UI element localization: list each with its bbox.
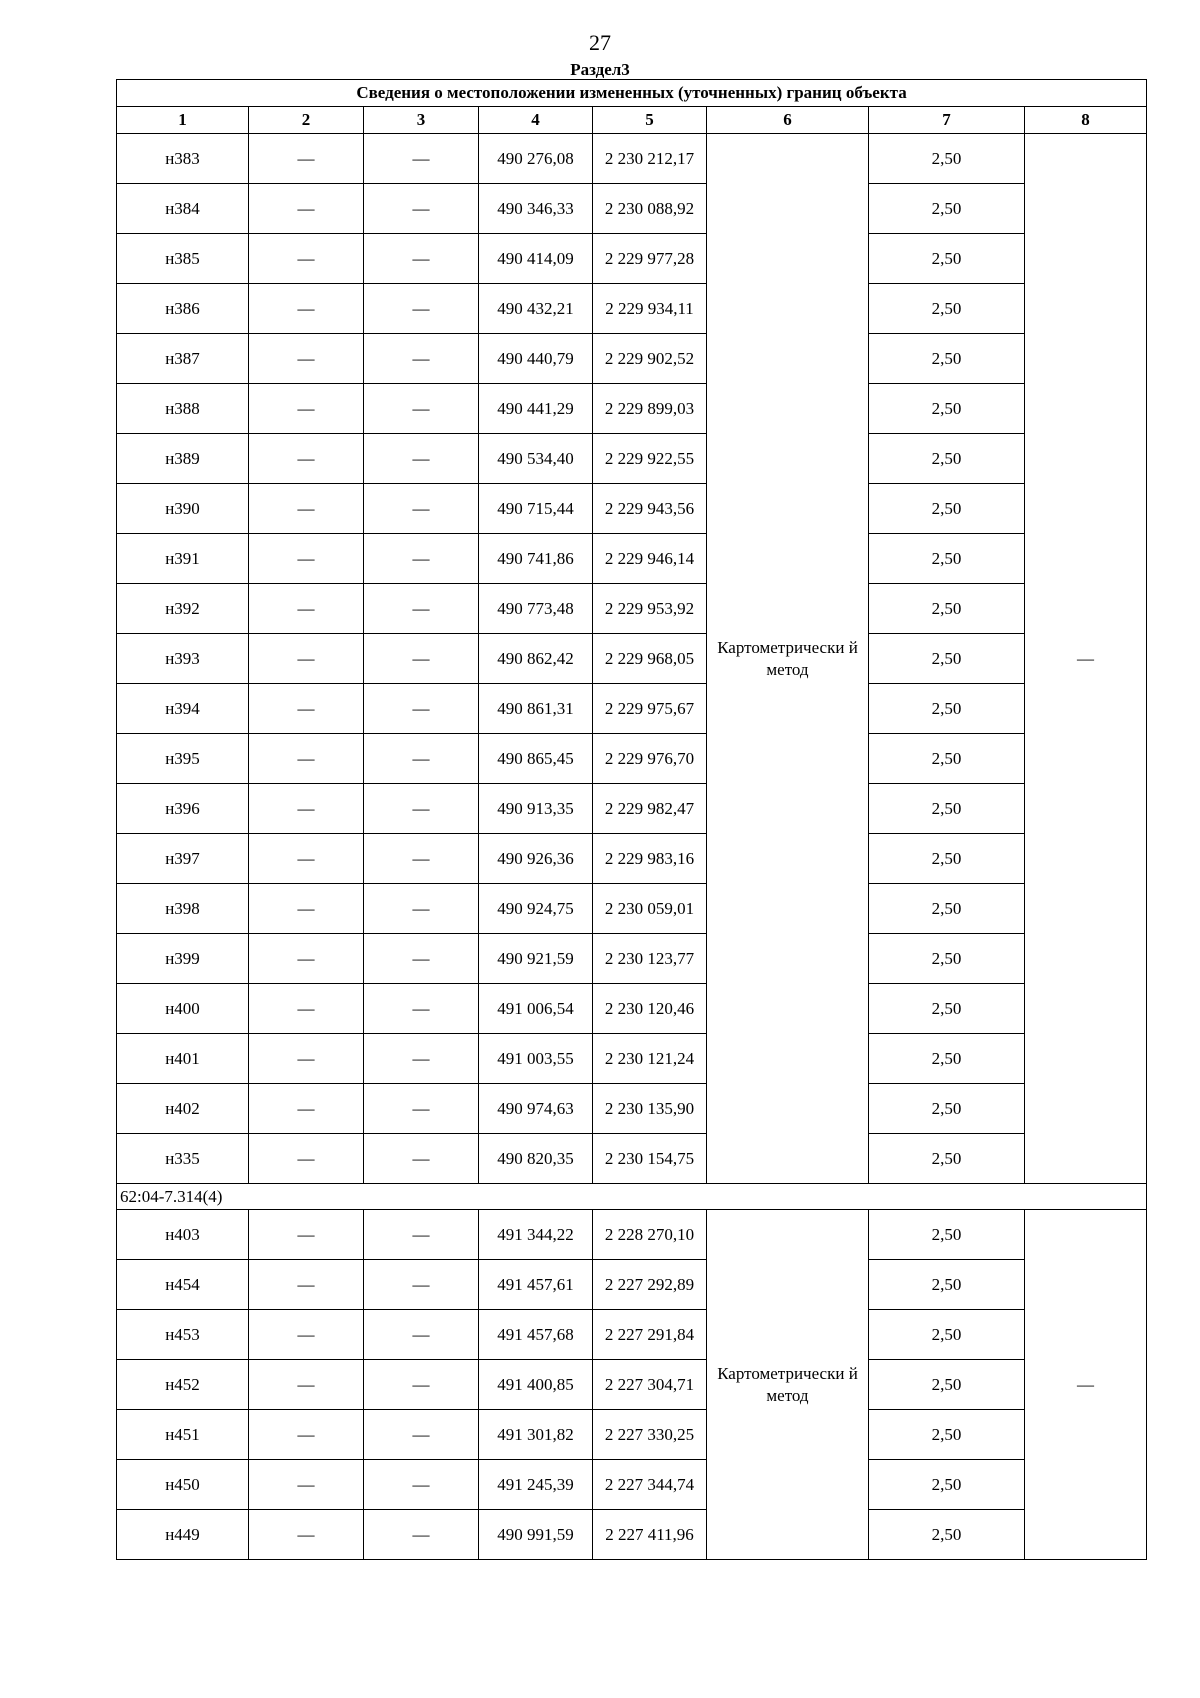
accuracy-cell: 2,50 [869,834,1025,884]
table-row [117,584,1147,634]
col2-cell: — [249,1460,364,1510]
point-name-cell: н387 [117,334,249,384]
table-row [117,934,1147,984]
y-coordinate-cell: 2 230 135,90 [593,1084,707,1134]
point-name-cell: н403 [117,1210,249,1260]
table-row [117,634,1147,684]
col2-cell: — [249,734,364,784]
col3-cell: — [364,834,479,884]
col2-cell: — [249,484,364,534]
col3-cell: — [364,1510,479,1560]
col2-cell: — [249,1034,364,1084]
y-coordinate-cell: 2 230 059,01 [593,884,707,934]
col3-cell: — [364,1410,479,1460]
x-coordinate-cell: 490 913,35 [479,784,593,834]
col3-cell: — [364,1360,479,1410]
col2-cell: — [249,634,364,684]
x-coordinate-cell: 491 003,55 [479,1034,593,1084]
y-coordinate-cell: 2 230 088,92 [593,184,707,234]
col3-cell: — [364,784,479,834]
y-coordinate-cell: 2 229 899,03 [593,384,707,434]
accuracy-cell: 2,50 [869,484,1025,534]
point-name-cell: н398 [117,884,249,934]
col3-cell: — [364,384,479,434]
accuracy-cell: 2,50 [869,684,1025,734]
col3-cell: — [364,1034,479,1084]
column-header: 2 [249,107,364,134]
point-name-cell: н385 [117,234,249,284]
col2-cell: — [249,984,364,1034]
accuracy-cell: 2,50 [869,184,1025,234]
table-row [117,1360,1147,1410]
col2-cell: — [249,1310,364,1360]
col3-cell: — [364,284,479,334]
accuracy-cell: 2,50 [869,784,1025,834]
col3-cell: — [364,484,479,534]
method-cell: Картометрически й метод [707,1210,869,1560]
table-body [117,134,1147,1560]
point-name-cell: н386 [117,284,249,334]
x-coordinate-cell: 490 715,44 [479,484,593,534]
table-row [117,434,1147,484]
accuracy-cell: 2,50 [869,934,1025,984]
accuracy-cell: 2,50 [869,1310,1025,1360]
col3-cell: — [364,134,479,184]
accuracy-cell: 2,50 [869,284,1025,334]
col3-cell: — [364,234,479,284]
point-name-cell: н397 [117,834,249,884]
table-header-row [117,107,1147,134]
x-coordinate-cell: 490 441,29 [479,384,593,434]
table-row [117,734,1147,784]
table-row [117,834,1147,884]
x-coordinate-cell: 490 346,33 [479,184,593,234]
group-label: 62:04-7.314(4) [117,1184,1147,1210]
accuracy-cell: 2,50 [869,584,1025,634]
page-number: 27 [589,30,611,55]
x-coordinate-cell: 490 534,40 [479,434,593,484]
y-coordinate-cell: 2 227 291,84 [593,1310,707,1360]
accuracy-cell: 2,50 [869,734,1025,784]
col2-cell: — [249,934,364,984]
col3-cell: — [364,934,479,984]
accuracy-cell: 2,50 [869,1360,1025,1410]
y-coordinate-cell: 2 230 121,24 [593,1034,707,1084]
accuracy-cell: 2,50 [869,334,1025,384]
point-name-cell: н394 [117,684,249,734]
accuracy-cell: 2,50 [869,384,1025,434]
column-header: 8 [1025,107,1147,134]
x-coordinate-cell: 490 926,36 [479,834,593,884]
y-coordinate-cell: 2 229 922,55 [593,434,707,484]
x-coordinate-cell: 490 862,42 [479,634,593,684]
point-name-cell: н450 [117,1460,249,1510]
col2-cell: — [249,184,364,234]
col3-cell: — [364,1260,479,1310]
x-coordinate-cell: 490 773,48 [479,584,593,634]
col8-cell: — [1025,134,1147,1184]
accuracy-cell: 2,50 [869,534,1025,584]
y-coordinate-cell: 2 230 154,75 [593,1134,707,1184]
col2-cell: — [249,1510,364,1560]
group-label-row [117,1184,1147,1210]
col2-cell: — [249,334,364,384]
col3-cell: — [364,884,479,934]
x-coordinate-cell: 490 432,21 [479,284,593,334]
y-coordinate-cell: 2 227 304,71 [593,1360,707,1410]
col3-cell: — [364,1084,479,1134]
point-name-cell: н449 [117,1510,249,1560]
col2-cell: — [249,434,364,484]
point-name-cell: н384 [117,184,249,234]
table-caption: Сведения о местоположении измененных (уточненных) границ объекта [117,80,1147,107]
y-coordinate-cell: 2 230 123,77 [593,934,707,984]
accuracy-cell: 2,50 [869,1034,1025,1084]
point-name-cell: н400 [117,984,249,1034]
point-name-cell: н452 [117,1360,249,1410]
x-coordinate-cell: 490 921,59 [479,934,593,984]
x-coordinate-cell: 491 006,54 [479,984,593,1034]
point-name-cell: н389 [117,434,249,484]
table-row [117,984,1147,1034]
y-coordinate-cell: 2 229 934,11 [593,284,707,334]
point-name-cell: н454 [117,1260,249,1310]
y-coordinate-cell: 2 230 212,17 [593,134,707,184]
col2-cell: — [249,1084,364,1134]
accuracy-cell: 2,50 [869,1260,1025,1310]
table-row [117,134,1147,184]
x-coordinate-cell: 490 974,63 [479,1084,593,1134]
table-row [117,884,1147,934]
y-coordinate-cell: 2 229 953,92 [593,584,707,634]
column-header: 6 [707,107,869,134]
column-header: 1 [117,107,249,134]
accuracy-cell: 2,50 [869,884,1025,934]
column-header: 7 [869,107,1025,134]
accuracy-cell: 2,50 [869,1210,1025,1260]
y-coordinate-cell: 2 229 977,28 [593,234,707,284]
col2-cell: — [249,784,364,834]
y-coordinate-cell: 2 228 270,10 [593,1210,707,1260]
col2-cell: — [249,1410,364,1460]
accuracy-cell: 2,50 [869,1460,1025,1510]
table-row [117,1310,1147,1360]
table-row [117,1460,1147,1510]
y-coordinate-cell: 2 229 946,14 [593,534,707,584]
x-coordinate-cell: 491 245,39 [479,1460,593,1510]
point-name-cell: н388 [117,384,249,434]
col2-cell: — [249,1260,364,1310]
table-row [117,234,1147,284]
y-coordinate-cell: 2 229 982,47 [593,784,707,834]
col3-cell: — [364,1460,479,1510]
x-coordinate-cell: 490 741,86 [479,534,593,584]
point-name-cell: н395 [117,734,249,784]
table-row [117,534,1147,584]
col2-cell: — [249,584,364,634]
col3-cell: — [364,534,479,584]
y-coordinate-cell: 2 229 943,56 [593,484,707,534]
col2-cell: — [249,834,364,884]
x-coordinate-cell: 490 414,09 [479,234,593,284]
col2-cell: — [249,134,364,184]
col2-cell: — [249,1134,364,1184]
y-coordinate-cell: 2 229 983,16 [593,834,707,884]
accuracy-cell: 2,50 [869,634,1025,684]
x-coordinate-cell: 490 820,35 [479,1134,593,1184]
accuracy-cell: 2,50 [869,1510,1025,1560]
x-coordinate-cell: 490 991,59 [479,1510,593,1560]
col3-cell: — [364,684,479,734]
point-name-cell: н335 [117,1134,249,1184]
table-row [117,1410,1147,1460]
y-coordinate-cell: 2 230 120,46 [593,984,707,1034]
accuracy-cell: 2,50 [869,1134,1025,1184]
y-coordinate-cell: 2 229 902,52 [593,334,707,384]
x-coordinate-cell: 491 457,68 [479,1310,593,1360]
column-header: 3 [364,107,479,134]
x-coordinate-cell: 491 301,82 [479,1410,593,1460]
table-row [117,334,1147,384]
point-name-cell: н453 [117,1310,249,1360]
col3-cell: — [364,334,479,384]
col3-cell: — [364,434,479,484]
x-coordinate-cell: 490 440,79 [479,334,593,384]
accuracy-cell: 2,50 [869,134,1025,184]
accuracy-cell: 2,50 [869,1410,1025,1460]
col2-cell: — [249,684,364,734]
point-name-cell: н390 [117,484,249,534]
accuracy-cell: 2,50 [869,234,1025,284]
x-coordinate-cell: 490 276,08 [479,134,593,184]
y-coordinate-cell: 2 227 330,25 [593,1410,707,1460]
col2-cell: — [249,234,364,284]
col3-cell: — [364,1210,479,1260]
x-coordinate-cell: 490 924,75 [479,884,593,934]
table-row [117,384,1147,434]
table-row [117,1084,1147,1134]
point-name-cell: н391 [117,534,249,584]
col3-cell: — [364,634,479,684]
table-row [117,184,1147,234]
accuracy-cell: 2,50 [869,984,1025,1034]
column-header: 4 [479,107,593,134]
point-name-cell: н396 [117,784,249,834]
table-row [117,684,1147,734]
col2-cell: — [249,1210,364,1260]
accuracy-cell: 2,50 [869,434,1025,484]
x-coordinate-cell: 491 457,61 [479,1260,593,1310]
accuracy-cell: 2,50 [869,1084,1025,1134]
col2-cell: — [249,1360,364,1410]
table-row [117,284,1147,334]
col2-cell: — [249,534,364,584]
point-name-cell: н451 [117,1410,249,1460]
x-coordinate-cell: 491 344,22 [479,1210,593,1260]
table-row [117,1210,1147,1260]
col2-cell: — [249,884,364,934]
y-coordinate-cell: 2 227 411,96 [593,1510,707,1560]
x-coordinate-cell: 490 861,31 [479,684,593,734]
point-name-cell: н393 [117,634,249,684]
section-title: Раздел3 [570,60,630,79]
point-name-cell: н383 [117,134,249,184]
y-coordinate-cell: 2 229 968,05 [593,634,707,684]
point-name-cell: н401 [117,1034,249,1084]
col8-cell: — [1025,1210,1147,1560]
x-coordinate-cell: 491 400,85 [479,1360,593,1410]
column-header: 5 [593,107,707,134]
method-cell: Картометрически й метод [707,134,869,1184]
point-name-cell: н392 [117,584,249,634]
table-row [117,1034,1147,1084]
col3-cell: — [364,734,479,784]
point-name-cell: н402 [117,1084,249,1134]
y-coordinate-cell: 2 229 976,70 [593,734,707,784]
x-coordinate-cell: 490 865,45 [479,734,593,784]
table-row [117,1134,1147,1184]
coordinates-table [116,79,1147,1560]
y-coordinate-cell: 2 229 975,67 [593,684,707,734]
y-coordinate-cell: 2 227 344,74 [593,1460,707,1510]
y-coordinate-cell: 2 227 292,89 [593,1260,707,1310]
col3-cell: — [364,1310,479,1360]
col2-cell: — [249,284,364,334]
point-name-cell: н399 [117,934,249,984]
col3-cell: — [364,584,479,634]
table-row [117,1510,1147,1560]
col3-cell: — [364,184,479,234]
table-row [117,1260,1147,1310]
col2-cell: — [249,384,364,434]
col3-cell: — [364,984,479,1034]
col3-cell: — [364,1134,479,1184]
table-row [117,784,1147,834]
table-row [117,484,1147,534]
